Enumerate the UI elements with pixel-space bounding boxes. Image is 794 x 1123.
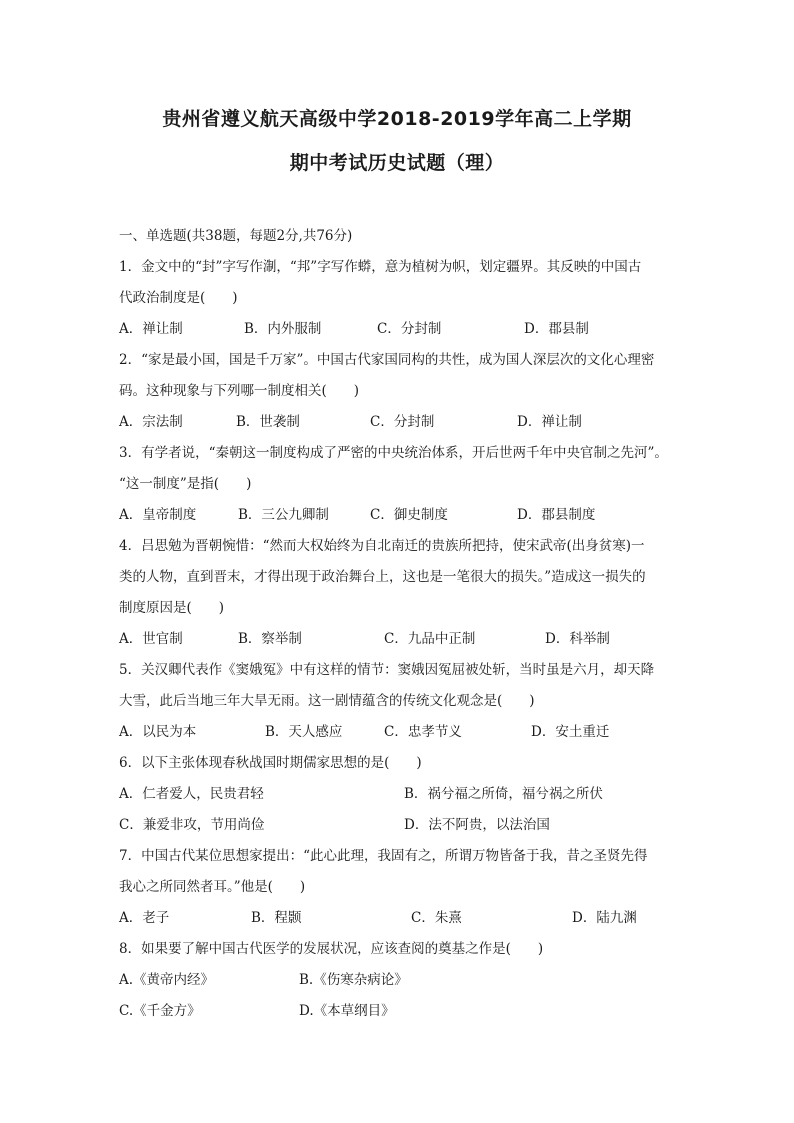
question-7-line-1: 7．中国古代某位思想家提出：“此心此理，我固有之，所谓万物皆备于我，昔之圣贤先得 — [119, 848, 648, 864]
option-a: A．宗法制 — [119, 414, 183, 430]
question-8-options-row-2 — [119, 1001, 679, 1021]
question-5-line-2: 大雪，此后当地三年大旱无雨。这一剧情蕴含的传统文化观念是( ) — [119, 693, 535, 709]
option-c: C．九品中正制 — [384, 631, 476, 647]
option-a: A．以民为本 — [119, 724, 197, 740]
option-c: C．朱熹 — [411, 910, 462, 926]
option-c: C.《千金方》 — [119, 1003, 201, 1019]
question-2-line-2: 码。这种现象与下列哪一制度相关( ) — [119, 383, 360, 399]
question-5-line-1: 5．关汉卿代表作《窦娥冤》中有这样的情节：窦娥因冤屈被处斩，当时虽是六月，却天降 — [119, 662, 655, 678]
question-2-line-1: 2．“家是最小国，国是千万家”。中国古代家国同构的共性，成为国人深层次的文化心理密 — [119, 352, 655, 368]
question-7-line-2: 我心之所同然者耳。”他是( ) — [119, 879, 306, 895]
option-d: D．安土重迁 — [531, 724, 610, 740]
question-4-line-3: 制度原因是( ) — [119, 600, 225, 616]
question-7-options — [119, 908, 679, 928]
option-b: B.《伤寒杂病论》 — [299, 972, 408, 988]
option-b: B．察举制 — [238, 631, 302, 647]
option-c: C．忠孝节义 — [384, 724, 462, 740]
option-b: B．三公九卿制 — [238, 507, 329, 523]
option-b: B．天人感应 — [265, 724, 343, 740]
option-b: B．内外服制 — [244, 321, 322, 337]
exam-subtitle: 期中考试历史试题（理） — [289, 152, 505, 174]
option-c: C．御史制度 — [370, 507, 448, 523]
option-c: C．兼爱非攻，节用尚俭 — [119, 817, 265, 833]
question-4-line-2: 类的人物，直到晋末，才得出现于政治舞台上，这也是一笔很大的损失。”造成这一损失的 — [119, 569, 646, 585]
option-a: A．世官制 — [119, 631, 183, 647]
option-d: D．科举制 — [545, 631, 610, 647]
question-6-line-1: 6．以下主张体现春秋战国时期儒家思想的是( ) — [119, 755, 422, 771]
question-8-line-1: 8．如果要了解中国古代医学的发展状况，应该查阅的奠基之作是( ) — [119, 941, 544, 957]
option-b: B．祸兮福之所倚，福兮祸之所伏 — [404, 786, 603, 802]
option-b: B．程颢 — [251, 910, 302, 926]
question-3-line-1: 3．有学者说，“秦朝这一制度构成了严密的中央统治体系，开后世两千年中央官制之先河”。 — [119, 445, 668, 461]
question-3-options — [119, 505, 679, 525]
option-a: A．禅让制 — [119, 321, 183, 337]
question-3-line-2: “这一制度”是指( ) — [119, 476, 252, 492]
option-c: C．分封制 — [370, 414, 435, 430]
question-6-options-row-1 — [119, 784, 679, 804]
option-c: C．分封制 — [377, 321, 442, 337]
question-1-line-1: 1．金文中的“封”字写作淛，“邦”字写作蟒，意为植树为帜，划定疆界。其反映的中国古 — [119, 259, 642, 275]
option-d: D．郡县制度 — [517, 507, 596, 523]
option-d: D.《本草纲目》 — [299, 1003, 395, 1019]
question-4-line-1: 4．吕思勉为晋朝惋惜：“然而大权始终为自北南迁的贵族所把持，使宋武帝(出身贫寒)一 — [119, 538, 645, 554]
question-6-options-row-2 — [119, 815, 679, 835]
question-2-options — [119, 412, 679, 432]
option-a: A.《黄帝内经》 — [119, 972, 215, 988]
option-b: B．世袭制 — [236, 414, 300, 430]
exam-title: 贵州省遵义航天高级中学2018-2019学年高二上学期 — [162, 108, 632, 130]
question-1-line-2: 代政治制度是( ) — [119, 290, 238, 306]
option-d: D．陆九渊 — [572, 910, 637, 926]
option-d: D．法不阿贵，以法治国 — [404, 817, 550, 833]
option-a: A．皇帝制度 — [119, 507, 197, 523]
option-a: A．老子 — [119, 910, 170, 926]
question-5-options — [119, 722, 679, 742]
question-8-options-row-1 — [119, 970, 679, 990]
section-heading: 一、单选题(共38题，每题2分,共76分) — [119, 228, 353, 244]
option-a: A．仁者爱人，民贵君轻 — [119, 786, 264, 802]
question-4-options — [119, 629, 679, 649]
option-d: D．禅让制 — [517, 414, 582, 430]
option-d: D．郡县制 — [524, 321, 589, 337]
question-1-options — [119, 319, 679, 339]
